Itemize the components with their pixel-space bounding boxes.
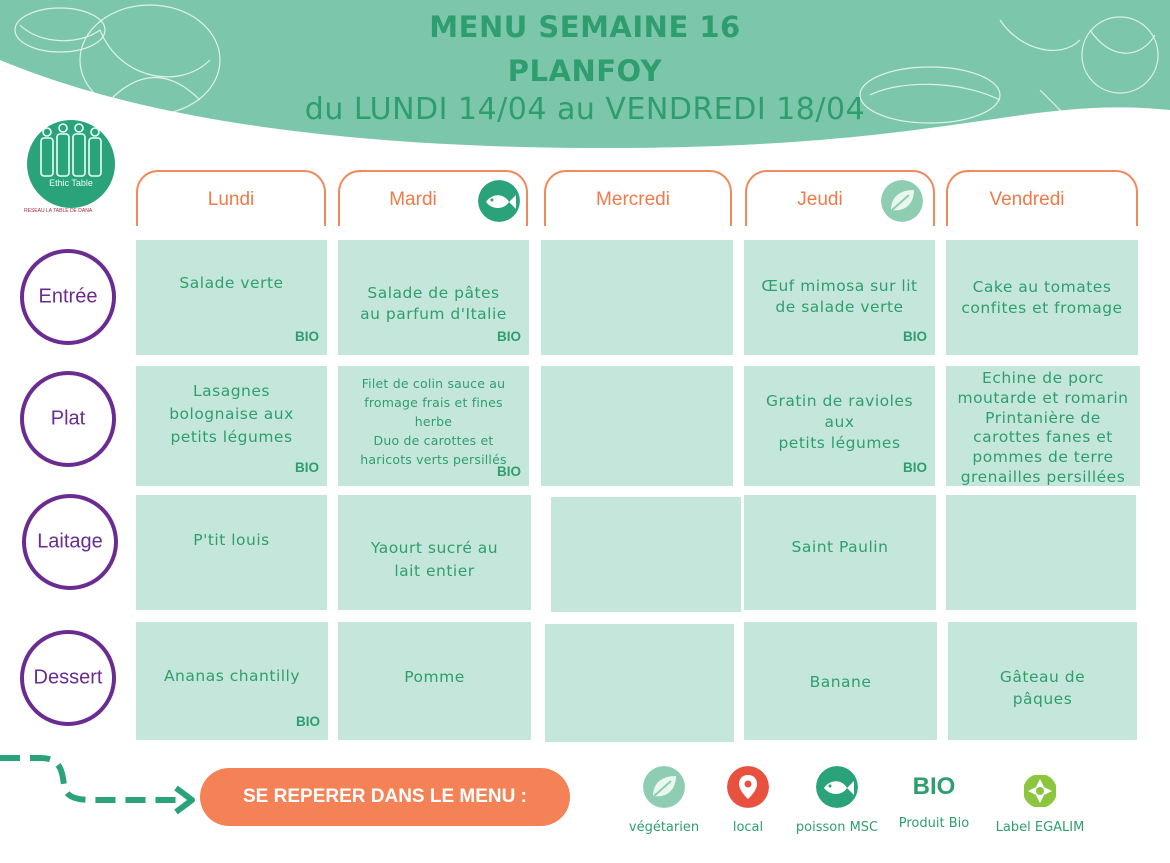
dish-text: Ananas chantilly [163, 667, 301, 685]
bio-badge: BIO [294, 460, 319, 475]
menu-cell [948, 622, 1137, 740]
dish-text: Echine de porc moutarde et romarin Printanière de carottes fanes et pommes de terre grenailles persillées [957, 369, 1129, 486]
day-header-lundi [136, 170, 326, 226]
bio-badge: BIO [902, 460, 927, 475]
legend-label: Produit Bio [898, 816, 970, 831]
school-name: PLANFOY [507, 54, 663, 88]
bio-badge: BIO [295, 714, 320, 729]
menu-cell [744, 240, 935, 355]
dashed-arrow-icon [0, 740, 205, 820]
dish-text: Salade de pâtes au parfum d'Italie [360, 284, 507, 323]
legend-produit-bio [893, 766, 975, 831]
menu-cell [545, 624, 734, 742]
day-header-jeudi [745, 170, 935, 226]
legend-poisson-msc [790, 766, 884, 835]
menu-cell [136, 240, 327, 355]
menu-cell [744, 495, 936, 610]
menu-cell [541, 240, 733, 355]
day-header-vendredi [946, 170, 1138, 226]
bio-text-icon: BIO [912, 773, 956, 800]
logo-subtitle: RESEAU LA TABLE DE DANA [24, 208, 93, 214]
menu-cell [136, 622, 328, 740]
dish-text: Gâteau de pâques [999, 668, 1086, 708]
legend-local [718, 766, 778, 835]
legend-label: végétarien [628, 820, 700, 835]
legend-vegetarien [625, 766, 703, 835]
legend-label: local [732, 820, 764, 835]
dish-text: Filet de colin sauce au fromage frais et fines herbe Duo de carottes et haricots verts persillés [360, 376, 507, 467]
dish-text: Cake au tomates confites et fromage [961, 278, 1123, 317]
dish-text: P'tit louis [193, 531, 270, 549]
dish-text: Lasagnes bolognaise aux petits légumes [169, 382, 294, 446]
menu-cell [136, 495, 327, 610]
fish-icon [816, 766, 858, 808]
menu-cell [338, 622, 531, 740]
menu-cell [744, 622, 937, 740]
egalim-label-icon [1023, 774, 1057, 808]
menu-cell [946, 240, 1138, 355]
menu-cell [338, 495, 531, 610]
menu-cell [946, 366, 1140, 486]
menu-cell [946, 495, 1136, 610]
day-label: Lundi [207, 189, 255, 210]
legend-label-egalim [990, 766, 1090, 835]
bio-badge: BIO [294, 329, 319, 344]
logo-name: Ethic Table [49, 178, 93, 188]
location-pin-icon [727, 766, 769, 808]
legend-button: SE REPERER DANS LE MENU : [200, 768, 570, 826]
ethic-table-logo [27, 120, 115, 208]
bio-badge: BIO [496, 464, 521, 479]
day-label: Jeudi [797, 189, 843, 210]
dish-text: Œuf mimosa sur lit de salade verte [761, 277, 918, 316]
fish-icon [478, 180, 520, 222]
menu-cell [744, 366, 935, 486]
row-label-text: Plat [50, 407, 86, 430]
leaf-icon [643, 766, 685, 808]
menu-cell [338, 366, 529, 486]
row-label-entree [20, 249, 116, 345]
row-label-text: Laitage [37, 530, 103, 553]
dish-text: Pomme [404, 668, 465, 686]
menu-cell [541, 366, 733, 486]
row-label-plat [20, 371, 116, 467]
day-label: Mercredi [596, 189, 670, 210]
dish-text: Salade verte [179, 274, 284, 292]
bio-badge: BIO [902, 329, 927, 344]
day-label: Mardi [389, 189, 437, 210]
dish-text: Gratin de ravioles aux petits légumes [765, 392, 914, 452]
row-label-dessert [20, 630, 116, 726]
menu-cell [136, 366, 327, 486]
day-header-mercredi [544, 170, 732, 226]
day-label: Vendredi [989, 189, 1065, 210]
row-label-text: Dessert [33, 666, 103, 689]
day-header-mardi [338, 170, 528, 226]
bio-badge: BIO [496, 329, 521, 344]
dish-text: Saint Paulin [791, 538, 889, 556]
legend-label: Label EGALIM [995, 820, 1085, 835]
leaf-icon [881, 180, 923, 222]
menu-cell [338, 240, 529, 355]
menu-title: MENU SEMAINE 16 [429, 10, 741, 44]
dish-text: Yaourt sucré au lait entier [370, 539, 499, 580]
date-range: du LUNDI 14/04 au VENDREDI 18/04 [304, 92, 866, 127]
dish-text: Banane [809, 673, 872, 691]
menu-cell [551, 497, 741, 612]
legend-label: poisson MSC [795, 820, 879, 835]
row-label-laitage [22, 494, 118, 590]
row-label-text: Entrée [38, 285, 98, 308]
